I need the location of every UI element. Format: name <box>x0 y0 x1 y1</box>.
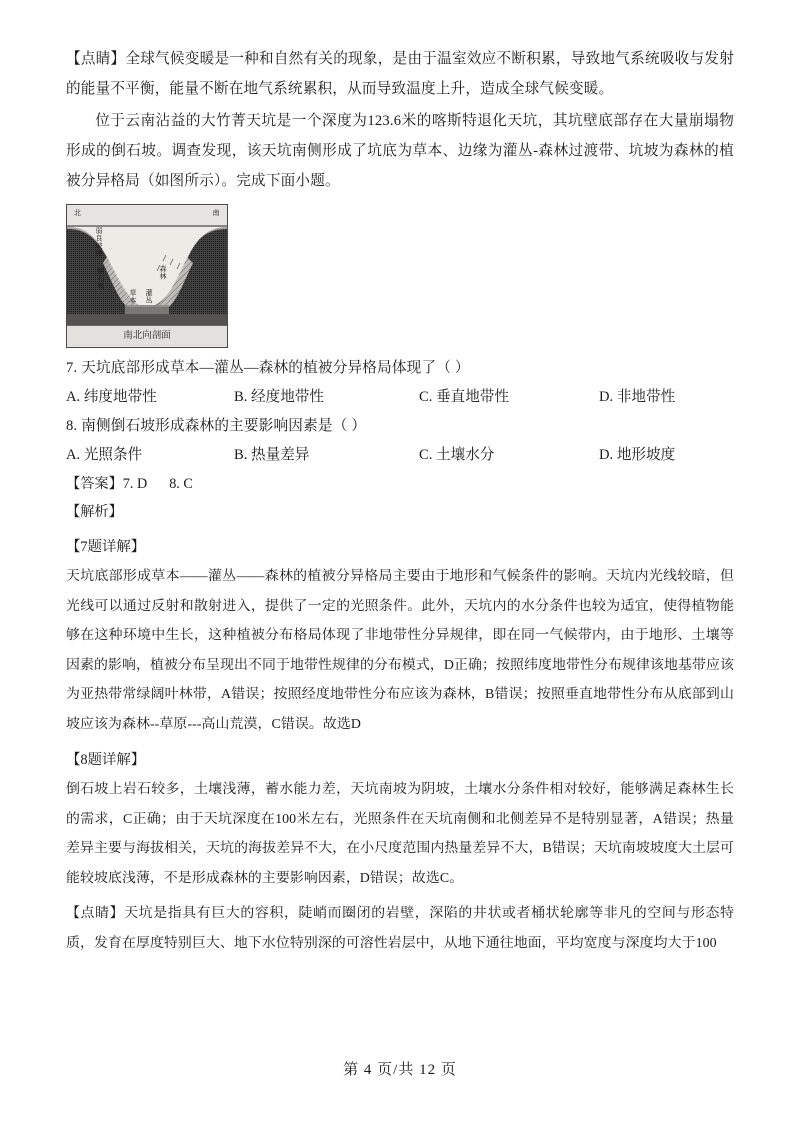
figure-label-grass: 草本 <box>129 289 137 304</box>
question-7-stem: 7. 天坑底部形成草本—灌丛—森林的植被分异格局体现了（ ） <box>66 360 470 376</box>
figure-label-shrub: 灌丛 <box>145 289 153 304</box>
question-7-options <box>66 383 734 412</box>
answer-line <box>66 470 734 498</box>
question-8-option-a[interactable]: A. 光照条件 <box>66 447 143 463</box>
question-7-option-a[interactable]: A. 纬度地带性 <box>66 389 157 405</box>
answer-8: 8. C <box>169 476 193 492</box>
figure-label-north: 北 <box>74 209 82 217</box>
answer-label: 【答案】 <box>66 476 123 492</box>
question-8-options <box>66 441 734 470</box>
question-7-option-d[interactable]: D. 非地带性 <box>599 389 676 405</box>
question-7-option-c[interactable]: C. 垂直地带性 <box>419 389 509 405</box>
figure-label-forest: 森林 <box>159 265 167 280</box>
paragraph-dianjing-1: 【点睛】全球气候变暖是一种和自然有关的现象，是由于温室效应不断积累，导致地气系统吸收与发射的能量不平衡，能量不断在地气系统累积，从而导致温度上升，造成全球气候变暖。 <box>66 51 734 97</box>
detail-7-title: 【7题详解】 <box>66 539 146 555</box>
paragraph-dianjing-2: 【点睛】天坑是指具有巨大的容积，陡峭而圈闭的岩壁，深陷的井状或者桶状轮廓等非凡的空间与形态特质，发育在厚度特别巨大、地下水位特别深的可溶性岩层中，从地下通往地面，平均宽度与深度均大于100 <box>66 906 734 951</box>
analysis-label: 【解析】 <box>66 504 123 520</box>
question-7-option-b[interactable]: B. 经度地带性 <box>234 389 324 405</box>
answer-7: 7. D <box>122 476 148 492</box>
figure-image <box>67 205 227 325</box>
figure-caption: 南北向剖面 <box>67 325 227 347</box>
detail-8-title: 【8题详解】 <box>66 752 146 768</box>
figure-svg <box>67 205 227 325</box>
figure-label-south: 南 <box>212 209 220 217</box>
question-8-option-d[interactable]: D. 地形坡度 <box>599 447 676 463</box>
paragraph-material: 位于云南沾益的大竹菁天坑是一个深度为123.6米的喀斯特退化天坑，其坑壁底部存在大量崩塌物形成的倒石坡。调查发现，该天坑南侧形成了坑底为草本、边缘为灌丛-森林过渡带、坑坡为森林的植被分异格局（如图所示）。完成下面小题。 <box>66 113 734 189</box>
page-footer: 第 4 页/共 12 页 <box>343 1062 457 1078</box>
detail-8-text: 倒石坡上岩石较多，土壤浅薄，蓄水能力差，天坑南坡为阴坡，土壤水分条件相对较好，能够满足森林生长的需求，C正确；由于天坑深度在100米左右，光照条件在天坑南侧和北侧差异不是特别显著，A错误；热量差异主要与海拔相关，天坑的海拔差异不大，在小尺度范围内热量差异不大，B错误；天坑南坡坡度大土层可能较坡底浅薄，不是形成森林的主要影响因素，D错误；故选C。 <box>66 782 734 886</box>
question-8-stem: 8. 南侧倒石坡形成森林的主要影响因素是（ ） <box>66 418 367 434</box>
detail-7-text: 天坑底部形成草本——灌丛——森林的植被分异格局主要由于地形和气候条件的影响。天坑内光线较暗，但光线可以通过反射和散射进入，提供了一定的光照条件。此外，天坑内的水分条件也较为适宜，使得植物能够在这种环境中生长，这种植被分布格局体现了非地带性分异规律，即在同一气候带内，由于地形、土壤等因素的影响，植被分布呈现出不同于地带性规律的分布模式，D正确；按照纬度地带性分布规律该地基带应该为亚热带常绿阔叶林带，A错误；按照经度地带性分布应该为森林，B错误；按照垂直地带性分布从底部到山坡应该为森林--草原---高山荒漠，C错误。故选D <box>66 569 734 732</box>
figure-label-rockslope: 倒石坡 <box>97 267 105 290</box>
figure-tiankeng-profile <box>66 204 228 348</box>
figure-label-slope-north: 弱良坡缘 <box>95 227 103 257</box>
question-8-option-c[interactable]: C. 土壤水分 <box>419 447 495 463</box>
question-8-option-b[interactable]: B. 热量差异 <box>234 447 310 463</box>
